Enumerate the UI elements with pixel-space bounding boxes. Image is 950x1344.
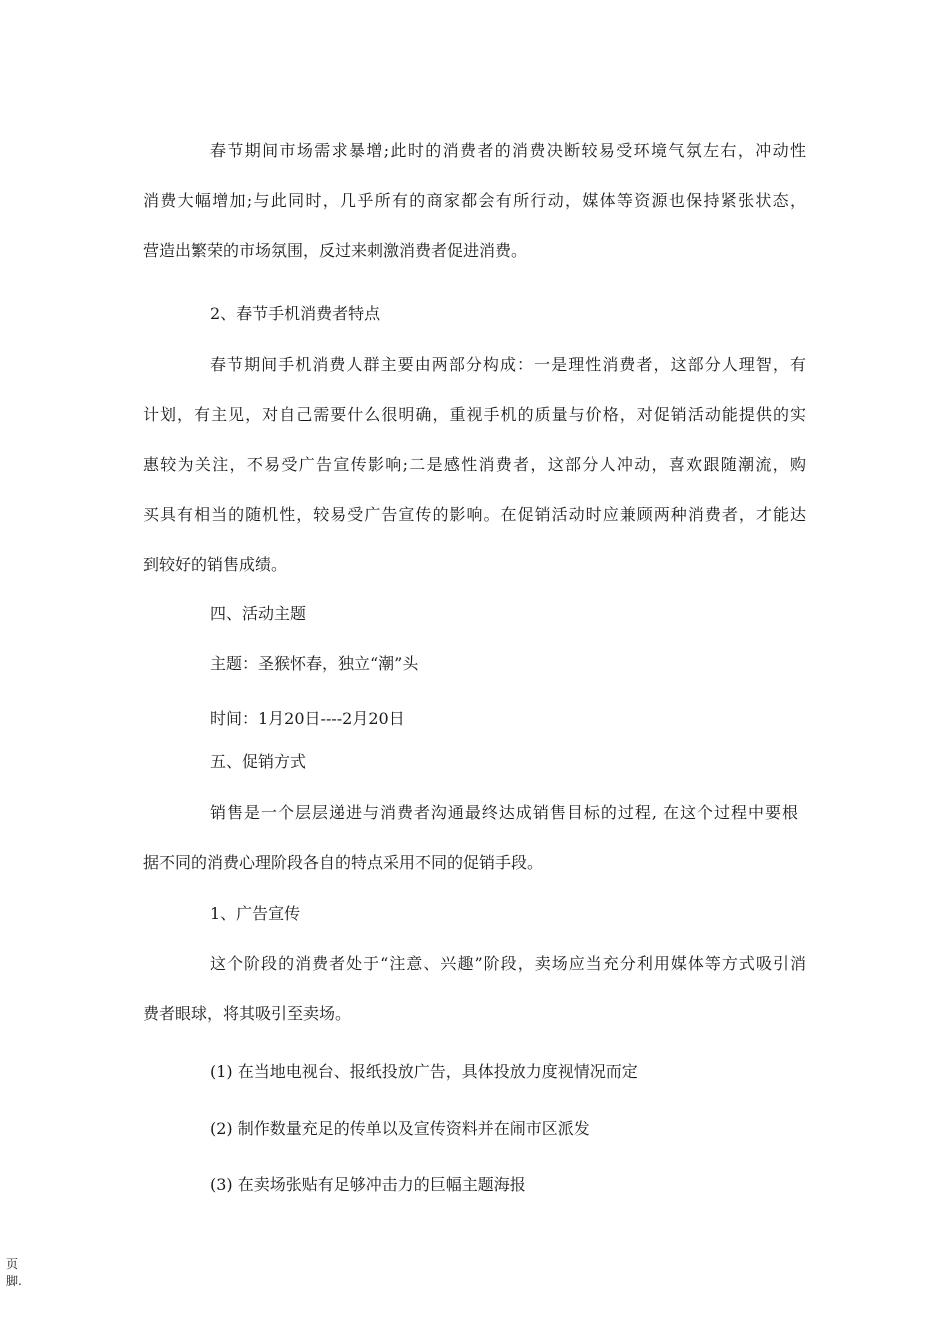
- section-heading: 四、活动主题: [210, 604, 307, 623]
- paragraph-line: 费者眼球，将其吸引至卖场。: [143, 1004, 352, 1023]
- page-footer: [6, 1256, 26, 1290]
- paragraph-line: 这个阶段的消费者处于“注意、兴趣”阶段，卖场应当充分利用媒体等方式吸引消: [210, 954, 806, 973]
- paragraph-line: 销售是一个层层递进与消费者沟通最终达成销售目标的过程, 在这个过程中要根: [210, 803, 798, 822]
- paragraph-line: 买具有相当的随机性，较易受广告宣传的影响。在促销活动时应兼顾两种消费者，才能达: [143, 505, 806, 524]
- paragraph-line: 到较好的销售成绩。: [143, 555, 288, 574]
- footer-line: 页: [6, 1257, 19, 1271]
- footer-line: 脚.: [6, 1274, 22, 1288]
- section-heading: 2、春节手机消费者特点: [210, 304, 381, 323]
- paragraph-line: 据不同的消费心理阶段各自的特点采用不同的促销手段。: [143, 853, 544, 872]
- list-item: (2) 制作数量充足的传单以及宣传资料并在闹市区派发: [210, 1119, 590, 1138]
- section-heading: 1、广告宣传: [210, 904, 301, 923]
- time-line: 时间：1月20日----2月20日: [210, 709, 405, 728]
- section-heading: 五、促销方式: [210, 752, 307, 771]
- paragraph-line: 消费大幅增加;与此同时，几乎所有的商家都会有所行动，媒体等资源也保持紧张状态，: [143, 191, 806, 210]
- theme-line: 主题：圣猴怀春，独立“潮”头: [210, 654, 419, 673]
- paragraph-line: 营造出繁荣的市场氛围，反过来刺激消费者促进消费。: [143, 241, 528, 260]
- paragraph-line: 春节期间市场需求暴增;此时的消费者的消费决断较易受环境气氛左右，冲动性: [210, 141, 806, 160]
- paragraph-line: 惠较为关注，不易受广告宣传影响;二是感性消费者，这部分人冲动，喜欢跟随潮流，购: [143, 455, 806, 474]
- paragraph-line: 春节期间手机消费人群主要由两部分构成：一是理性消费者，这部分人理智，有: [210, 355, 806, 374]
- list-item: (3) 在卖场张贴有足够冲击力的巨幅主题海报: [210, 1175, 526, 1194]
- paragraph-line: 计划，有主见，对自己需要什么很明确，重视手机的质量与价格，对促销活动能提供的实: [143, 405, 806, 424]
- list-item: (1) 在当地电视台、报纸投放广告，具体投放力度视情况而定: [210, 1062, 638, 1081]
